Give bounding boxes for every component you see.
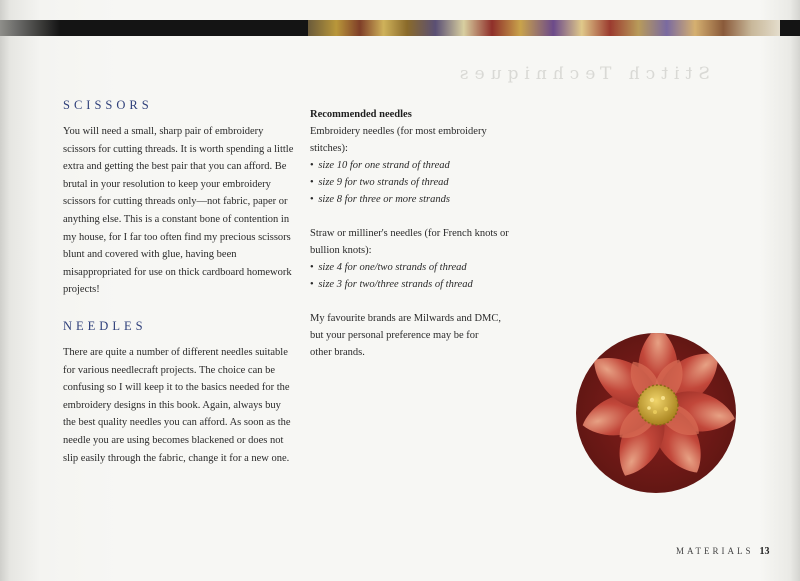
page-number: 13: [759, 546, 770, 557]
embroidered-flower-image: [576, 333, 736, 493]
embroidery-photo-strip: [308, 20, 780, 36]
spacer: [310, 208, 560, 225]
list-item-text: size 10 for one strand of thread: [318, 160, 450, 171]
list-item-text: size 4 for one/two strands of thread: [318, 262, 467, 273]
list-item: • size 4 for one/two strands of thread: [310, 262, 467, 273]
brands-line1: My favourite brands are Milwards and DMC,: [310, 313, 501, 324]
show-through-text: Stitch Techniques: [453, 64, 710, 84]
footer-section-title: MATERIALS: [676, 546, 754, 556]
list-item: • size 3 for two/three strands of thread: [310, 279, 473, 290]
spacer: [310, 293, 560, 310]
embroidery-needles-intro-line1: Embroidery needles (for most embroidery: [310, 126, 487, 137]
top-bar-fade: [0, 20, 60, 36]
straw-needles-intro-line1: Straw or milliner's needles (for French knots or: [310, 228, 509, 239]
left-column: [63, 98, 295, 467]
page-footer: [676, 546, 770, 557]
straw-needle-sizes: [310, 259, 560, 293]
scissors-heading: SCISSORS: [63, 98, 153, 112]
list-item-text: size 8 for three or more strands: [318, 194, 450, 205]
embroidery-needle-sizes: [310, 157, 560, 208]
straw-needles-intro-line2: bullion knots):: [310, 245, 372, 256]
needles-heading: NEEDLES: [63, 318, 147, 333]
list-item: • size 8 for three or more strands: [310, 194, 450, 205]
needles-body: There are quite a number of different needles suitable for various needlecraft projects. The choice can be confusing so I will keep it to the basics needed for the embroidery designs in this book. Again, always buy the best quality needles you can afford. As soon as the needle you are using becomes blackened or does not slip easily through the fabric, change it for a new one.: [63, 346, 291, 464]
right-column: [310, 106, 560, 361]
list-item-text: size 3 for two/three strands of thread: [318, 279, 473, 290]
embroidery-needles-intro-line2: stitches):: [310, 143, 348, 154]
list-item: • size 9 for two strands of thread: [310, 177, 449, 188]
flower-icon: [576, 333, 736, 493]
scissors-body: You will need a small, sharp pair of embroidery scissors for cutting threads. It is worth spending a little extra and getting the best pair that you can afford. Be brutal in your resolution to keep your embroidery scissors for cutting threads only—not fabric, paper or anything else. This is a constant bone of contention in my house, for I far too often find my precious scissors blunt and covered with glue, having been misappropriated for use on thick cardboard homework projects!: [63, 126, 294, 296]
brands-line3: other brands.: [310, 347, 365, 358]
recommended-needles-heading: Recommended needles: [310, 109, 412, 120]
list-item: • size 10 for one strand of thread: [310, 160, 450, 171]
brands-line2: but your personal preference may be for: [310, 330, 479, 341]
list-item-text: size 9 for two strands of thread: [318, 177, 449, 188]
